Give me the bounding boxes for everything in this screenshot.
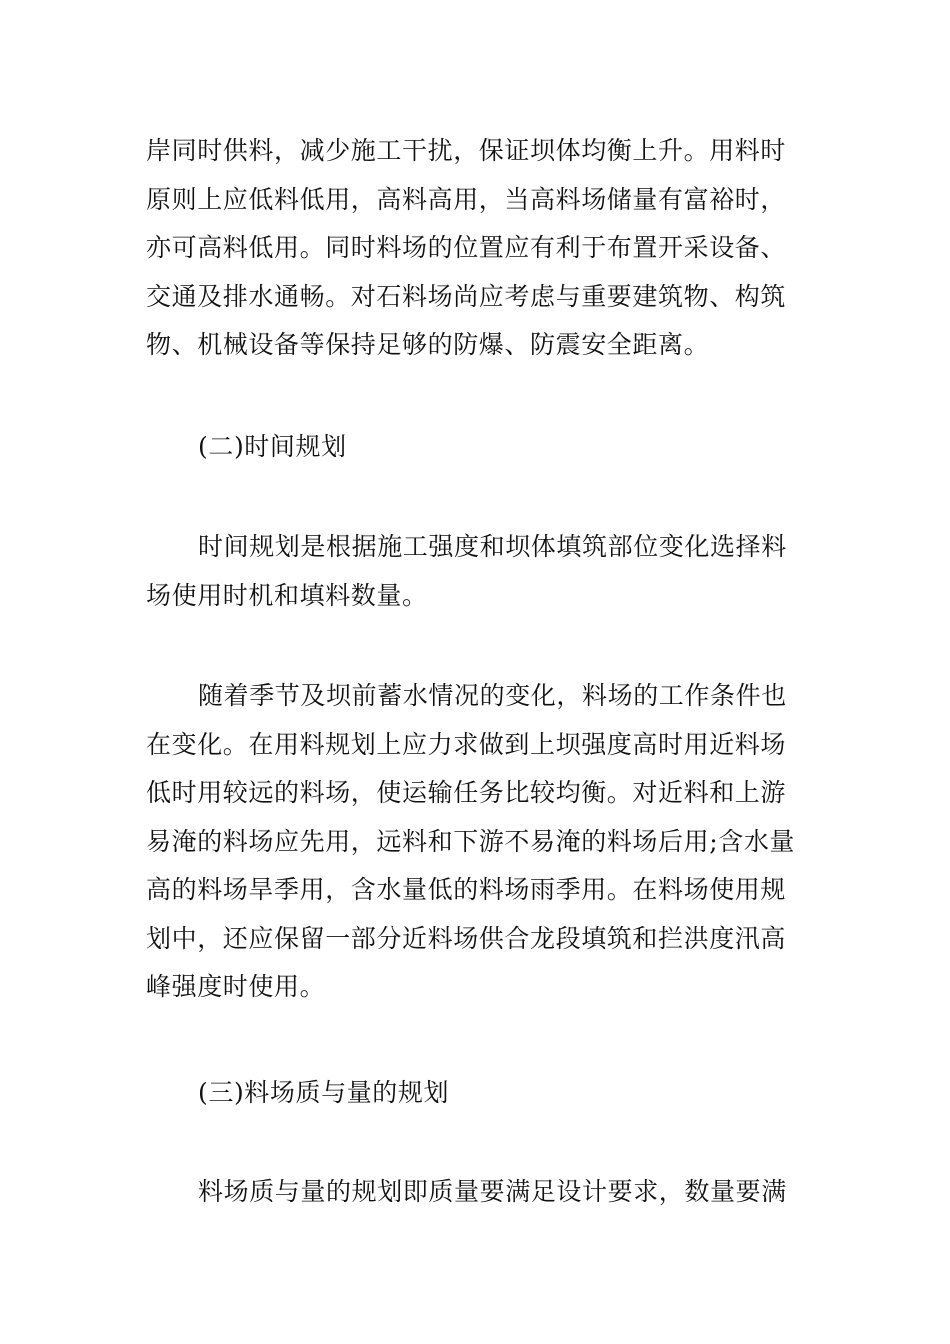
text-line: 原则上应低料低用，高料高用，当高料场储量有富裕时， [146, 184, 787, 214]
text-line: 低时用较远的料场，使运输任务比较均衡。对近料和上游 [146, 778, 787, 807]
paragraph-seasonal-changes [146, 672, 806, 1012]
section-heading-time-planning [146, 423, 806, 472]
text-line: 随着季节及坝前蓄水情况的变化，料场的工作条件也 [198, 681, 787, 710]
paragraph-time-planning [146, 523, 806, 620]
text-line: 岸同时供料，减少施工干扰，保证坝体均衡上升。用料时 [146, 136, 787, 165]
text-line: 划中，还应保留一部分近料场供合龙段填筑和拦洪度汛高 [146, 923, 787, 953]
text-line: 场使用时机和填料数量。 [146, 580, 428, 610]
paragraph-material-supply [146, 127, 806, 370]
text-line: 在变化。在用料规划上应力求做到上坝强度高时用近料场 [146, 729, 787, 759]
section-heading-quality-quantity [146, 1069, 806, 1118]
text-line: 易淹的料场应先用，远料和下游不易淹的料场后用;含水量 [146, 826, 796, 856]
text-line: 时间规划是根据施工强度和坝体填筑部位变化选择料 [198, 532, 787, 561]
text-line: 料场质与量的规划即质量要满足设计要求，数量要满 [198, 1177, 787, 1206]
text-line: 峰强度时使用。 [146, 972, 326, 1001]
paragraph-quality-quantity [146, 1168, 806, 1217]
text-line: 高的料场旱季用，含水量低的料场雨季用。在料场使用规 [146, 875, 787, 904]
heading-text: (二)时间规划 [198, 432, 347, 461]
text-line: 亦可高料低用。同时料场的位置应有利于布置开采设备、 [146, 233, 787, 262]
text-line: 物、机械设备等保持足够的防爆、防震安全距离。 [146, 330, 710, 359]
text-line: 交通及排水通畅。对石料场尚应考虑与重要建筑物、构筑 [146, 281, 787, 311]
heading-text: (三)料场质与量的规划 [198, 1078, 450, 1107]
